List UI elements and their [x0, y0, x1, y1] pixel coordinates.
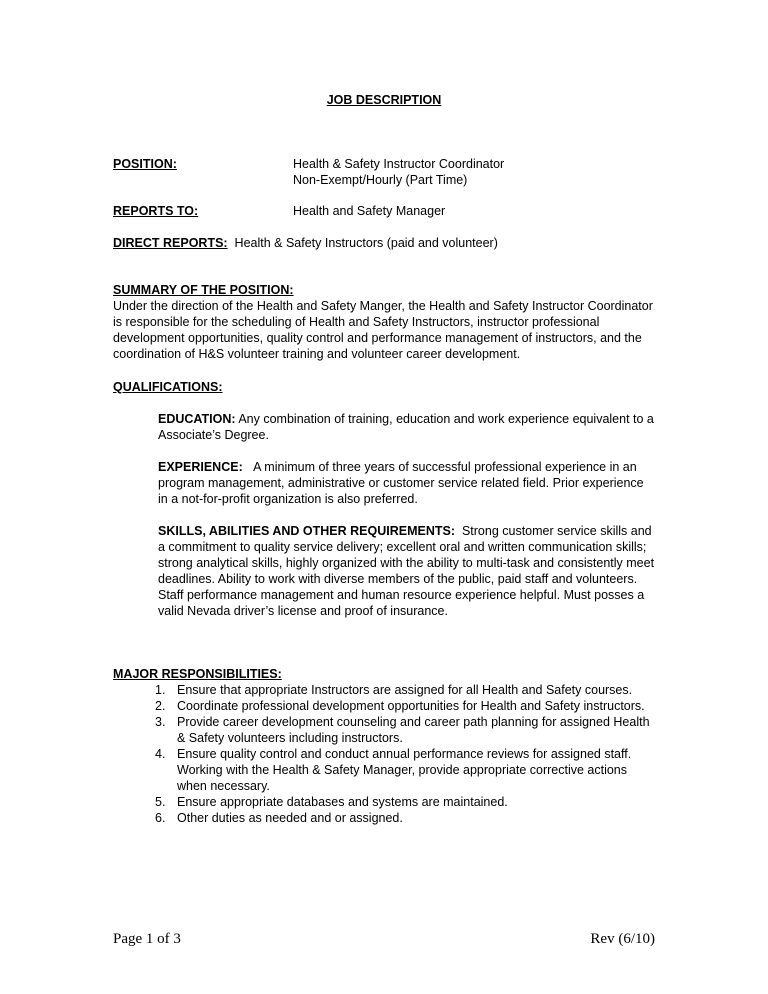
list-item-number: 1. [155, 683, 166, 697]
list-item-number: 4. [155, 747, 166, 761]
skills-label: SKILLS, ABILITIES AND OTHER REQUIREMENTS: [158, 524, 455, 538]
list-item [113, 698, 655, 714]
list-item-text: Coordinate professional development opportunities for Health and Safety instructors. [177, 699, 645, 713]
list-item [113, 810, 655, 826]
summary-body: Under the direction of the Health and Safety Manger, the Health and Safety Instructor Coordinator is responsible for the scheduling of Health and Safety Instructors, instructor professional development opportunities, quality control and performance management of instructors, and the coordination of H&S volunteer training and volunteer career development. [113, 299, 653, 361]
qualifications-section [113, 379, 655, 619]
summary-section [113, 282, 655, 362]
reports-to-value: Health and Safety Manager [293, 204, 446, 218]
position-classification-line: Non-Exempt/Hourly (Part Time) [293, 173, 468, 187]
page-footer [113, 930, 655, 948]
list-item [113, 794, 655, 810]
experience-paragraph [158, 459, 655, 507]
position-row [113, 156, 655, 188]
reports-to-row [113, 203, 655, 219]
position-title-line: Health & Safety Instructor Coordinator [293, 157, 505, 171]
education-paragraph [158, 411, 655, 443]
list-item-text: Ensure that appropriate Instructors are assigned for all Health and Safety courses. [177, 683, 633, 697]
skills-text: Strong customer service skills and a commitment to quality service delivery; excellent oral and written communication skills; strong analytical skills, highly organized with the ability to multi-task and consistently meet deadlines. Ability to work with diverse members of the public, paid staff and volunteers. Staff performance management and human resource experience helpful. Must posses a valid Nevada driver’s license and proof of insurance. [158, 524, 655, 618]
reports-to-label: REPORTS TO: [113, 204, 199, 218]
education-label: EDUCATION: [158, 412, 236, 426]
experience-text: A minimum of three years of successful professional experience in an program management, administrative or customer service related field. Prior experience in a not-for-profit organization is also preferred. [158, 460, 644, 506]
responsibilities-section [113, 666, 655, 826]
education-text: Any combination of training, education and work experience equivalent to a Associate’s Degree. [158, 412, 654, 442]
document-content [113, 0, 655, 826]
list-item [113, 682, 655, 698]
list-item [113, 714, 655, 746]
list-item-number: 3. [155, 715, 166, 729]
list-item-text: Provide career development counseling and career path planning for assigned Health & Safety volunteers including instructors. [177, 715, 650, 745]
document-title: JOB DESCRIPTION [326, 93, 442, 107]
responsibilities-list [113, 682, 655, 826]
experience-label: EXPERIENCE: [158, 460, 243, 474]
list-item-number: 2. [155, 699, 166, 713]
list-item-number: 5. [155, 795, 166, 809]
page-number: Page 1 of 3 [113, 931, 181, 947]
list-item-text: Ensure appropriate databases and systems are maintained. [177, 795, 508, 809]
list-item-text: Other duties as needed and or assigned. [177, 811, 403, 825]
position-value [293, 156, 504, 188]
summary-heading: SUMMARY OF THE POSITION: [113, 283, 294, 297]
direct-reports-row [113, 235, 655, 251]
revision-label: Rev (6/10) [590, 931, 655, 947]
position-label: POSITION: [113, 157, 177, 171]
list-item-number: 6. [155, 811, 166, 825]
direct-reports-label: DIRECT REPORTS: [113, 236, 228, 250]
list-item-text: Ensure quality control and conduct annual performance reviews for assigned staff. Working with the Health & Safety Manager, provide appropriate corrective actions when necessary. [177, 747, 632, 793]
list-item [113, 746, 655, 794]
skills-paragraph [158, 523, 655, 619]
position-header-section [113, 156, 655, 251]
direct-reports-value: Health & Safety Instructors (paid and volunteer) [231, 236, 498, 250]
responsibilities-heading: MAJOR RESPONSIBILITIES: [113, 667, 282, 681]
qualifications-heading: QUALIFICATIONS: [113, 380, 223, 394]
